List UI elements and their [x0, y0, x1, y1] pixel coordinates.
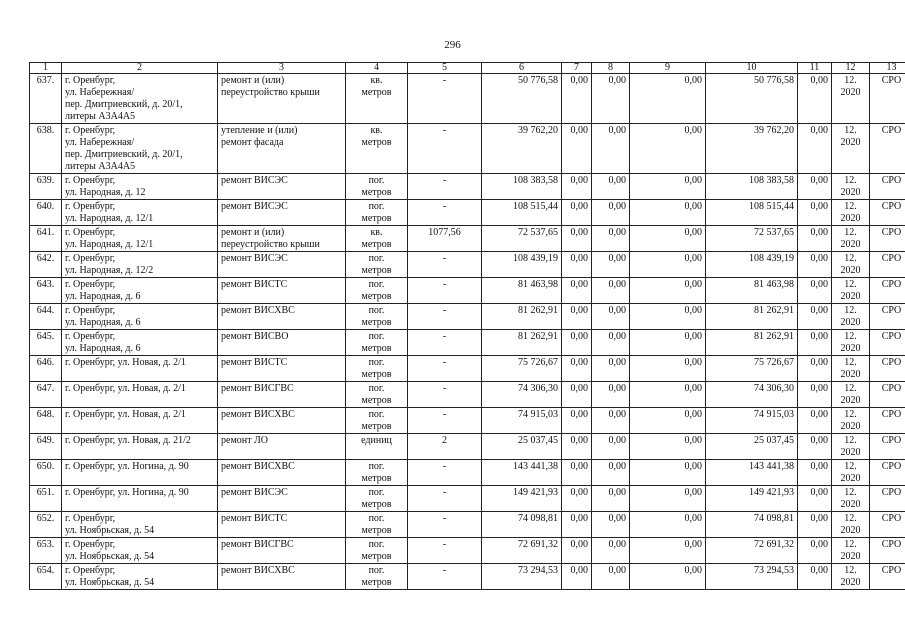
term-cell: 12. 2020	[832, 124, 870, 174]
term-cell: 12. 2020	[832, 74, 870, 124]
cost-col7-cell: 0,00	[562, 408, 592, 434]
quantity-cell: -	[408, 460, 482, 486]
cost-col7-cell: 0,00	[562, 252, 592, 278]
cost-col9-cell: 0,00	[630, 304, 706, 330]
table-row	[30, 382, 905, 408]
column-header-13: 13	[870, 63, 905, 74]
column-header-6: 6	[482, 63, 562, 74]
column-header-9: 9	[630, 63, 706, 74]
cost-col11-cell: 0,00	[798, 434, 832, 460]
cost-col9-cell: 0,00	[630, 486, 706, 512]
row-number-cell: 644.	[30, 304, 62, 330]
cost-col10-cell: 73 294,53	[706, 564, 798, 590]
cost-col11-cell: 0,00	[798, 278, 832, 304]
quantity-cell: 2	[408, 434, 482, 460]
cost-col8-cell: 0,00	[592, 460, 630, 486]
total-cost-cell: 81 262,91	[482, 330, 562, 356]
table-row	[30, 278, 905, 304]
term-cell: 12. 2020	[832, 460, 870, 486]
column-header-11: 11	[798, 63, 832, 74]
funding-source-cell: СРО	[870, 330, 905, 356]
address-cell: г. Оренбург, ул. Ногина, д. 90	[62, 486, 218, 512]
cost-col11-cell: 0,00	[798, 512, 832, 538]
cost-col9-cell: 0,00	[630, 200, 706, 226]
cost-col7-cell: 0,00	[562, 434, 592, 460]
cost-col8-cell: 0,00	[592, 226, 630, 252]
unit-cell: пог. метров	[346, 278, 408, 304]
quantity-cell: -	[408, 252, 482, 278]
unit-cell: пог. метров	[346, 174, 408, 200]
unit-cell: кв. метров	[346, 226, 408, 252]
table-row	[30, 330, 905, 356]
table-row	[30, 252, 905, 278]
cost-col7-cell: 0,00	[562, 330, 592, 356]
work-type-cell: ремонт ЛО	[218, 434, 346, 460]
cost-col11-cell: 0,00	[798, 382, 832, 408]
cost-col9-cell: 0,00	[630, 460, 706, 486]
unit-cell: пог. метров	[346, 330, 408, 356]
work-type-cell: ремонт ВИСВО	[218, 330, 346, 356]
work-type-cell: ремонт ВИСХВС	[218, 460, 346, 486]
cost-col11-cell: 0,00	[798, 200, 832, 226]
quantity-cell: 1077,56	[408, 226, 482, 252]
quantity-cell: -	[408, 564, 482, 590]
cost-col11-cell: 0,00	[798, 330, 832, 356]
row-number-cell: 643.	[30, 278, 62, 304]
funding-source-cell: СРО	[870, 278, 905, 304]
cost-col7-cell: 0,00	[562, 304, 592, 330]
cost-col11-cell: 0,00	[798, 564, 832, 590]
cost-col7-cell: 0,00	[562, 460, 592, 486]
address-cell: г. Оренбург, ул. Новая, д. 2/1	[62, 356, 218, 382]
work-type-cell: ремонт ВИСТС	[218, 278, 346, 304]
cost-col8-cell: 0,00	[592, 174, 630, 200]
column-header-4: 4	[346, 63, 408, 74]
page-number: 296	[444, 39, 461, 51]
cost-col8-cell: 0,00	[592, 278, 630, 304]
row-number-cell: 638.	[30, 124, 62, 174]
cost-col10-cell: 108 439,19	[706, 252, 798, 278]
cost-col10-cell: 143 441,38	[706, 460, 798, 486]
table-row	[30, 200, 905, 226]
address-cell: г. Оренбург, ул. Новая, д. 2/1	[62, 408, 218, 434]
address-cell: г. Оренбург, ул. Новая, д. 2/1	[62, 382, 218, 408]
total-cost-cell: 74 306,30	[482, 382, 562, 408]
total-cost-cell: 73 294,53	[482, 564, 562, 590]
quantity-cell: -	[408, 330, 482, 356]
total-cost-cell: 39 762,20	[482, 124, 562, 174]
address-cell: г. Оренбург, ул. Набережная/ пер. Дмитриевский, д. 20/1, литеры А3А4А5	[62, 124, 218, 174]
quantity-cell: -	[408, 356, 482, 382]
cost-col8-cell: 0,00	[592, 408, 630, 434]
unit-cell: пог. метров	[346, 408, 408, 434]
work-type-cell: ремонт ВИСЭС	[218, 252, 346, 278]
cost-col9-cell: 0,00	[630, 174, 706, 200]
term-cell: 12. 2020	[832, 200, 870, 226]
row-number-cell: 637.	[30, 74, 62, 124]
cost-col10-cell: 74 306,30	[706, 382, 798, 408]
work-type-cell: ремонт ВИСЭС	[218, 486, 346, 512]
table-row	[30, 512, 905, 538]
column-header-3: 3	[218, 63, 346, 74]
cost-col7-cell: 0,00	[562, 200, 592, 226]
cost-col7-cell: 0,00	[562, 512, 592, 538]
cost-col9-cell: 0,00	[630, 538, 706, 564]
address-cell: г. Оренбург, ул. Народная, д. 12/1	[62, 226, 218, 252]
cost-col10-cell: 149 421,93	[706, 486, 798, 512]
address-cell: г. Оренбург, ул. Ноябрьская, д. 54	[62, 512, 218, 538]
unit-cell: пог. метров	[346, 564, 408, 590]
funding-source-cell: СРО	[870, 356, 905, 382]
term-cell: 12. 2020	[832, 226, 870, 252]
cost-col10-cell: 72 691,32	[706, 538, 798, 564]
total-cost-cell: 74 098,81	[482, 512, 562, 538]
table-row	[30, 74, 905, 124]
cost-col8-cell: 0,00	[592, 304, 630, 330]
funding-source-cell: СРО	[870, 486, 905, 512]
cost-col11-cell: 0,00	[798, 460, 832, 486]
cost-col9-cell: 0,00	[630, 434, 706, 460]
cost-col10-cell: 75 726,67	[706, 356, 798, 382]
unit-cell: пог. метров	[346, 382, 408, 408]
row-number-cell: 645.	[30, 330, 62, 356]
cost-col8-cell: 0,00	[592, 538, 630, 564]
unit-cell: пог. метров	[346, 356, 408, 382]
cost-col8-cell: 0,00	[592, 486, 630, 512]
table-row	[30, 434, 905, 460]
cost-col10-cell: 81 262,91	[706, 330, 798, 356]
cost-col11-cell: 0,00	[798, 486, 832, 512]
cost-col7-cell: 0,00	[562, 74, 592, 124]
address-cell: г. Оренбург, ул. Новая, д. 21/2	[62, 434, 218, 460]
work-type-cell: ремонт ВИСЭС	[218, 174, 346, 200]
quantity-cell: -	[408, 278, 482, 304]
table-row	[30, 408, 905, 434]
address-cell: г. Оренбург, ул. Ноябрьская, д. 54	[62, 564, 218, 590]
table-row	[30, 174, 905, 200]
cost-col7-cell: 0,00	[562, 538, 592, 564]
row-number-cell: 640.	[30, 200, 62, 226]
term-cell: 12. 2020	[832, 356, 870, 382]
term-cell: 12. 2020	[832, 486, 870, 512]
cost-col10-cell: 74 915,03	[706, 408, 798, 434]
table-row	[30, 226, 905, 252]
funding-source-cell: СРО	[870, 382, 905, 408]
cost-col11-cell: 0,00	[798, 252, 832, 278]
unit-cell: пог. метров	[346, 512, 408, 538]
cost-col7-cell: 0,00	[562, 124, 592, 174]
table-row	[30, 356, 905, 382]
term-cell: 12. 2020	[832, 330, 870, 356]
funding-source-cell: СРО	[870, 408, 905, 434]
cost-col11-cell: 0,00	[798, 538, 832, 564]
table-row	[30, 304, 905, 330]
total-cost-cell: 108 439,19	[482, 252, 562, 278]
unit-cell: пог. метров	[346, 460, 408, 486]
funding-source-cell: СРО	[870, 564, 905, 590]
cost-col10-cell: 81 262,91	[706, 304, 798, 330]
column-header-12: 12	[832, 63, 870, 74]
term-cell: 12. 2020	[832, 512, 870, 538]
cost-col9-cell: 0,00	[630, 124, 706, 174]
cost-col9-cell: 0,00	[630, 356, 706, 382]
cost-col7-cell: 0,00	[562, 226, 592, 252]
cost-col8-cell: 0,00	[592, 382, 630, 408]
total-cost-cell: 72 691,32	[482, 538, 562, 564]
total-cost-cell: 72 537,65	[482, 226, 562, 252]
total-cost-cell: 50 776,58	[482, 74, 562, 124]
total-cost-cell: 81 463,98	[482, 278, 562, 304]
table-row	[30, 538, 905, 564]
term-cell: 12. 2020	[832, 304, 870, 330]
quantity-cell: -	[408, 512, 482, 538]
cost-col9-cell: 0,00	[630, 564, 706, 590]
work-type-cell: ремонт ВИСХВС	[218, 408, 346, 434]
unit-cell: пог. метров	[346, 304, 408, 330]
cost-col11-cell: 0,00	[798, 408, 832, 434]
funding-source-cell: СРО	[870, 434, 905, 460]
address-cell: г. Оренбург, ул. Народная, д. 6	[62, 304, 218, 330]
cost-col11-cell: 0,00	[798, 304, 832, 330]
term-cell: 12. 2020	[832, 252, 870, 278]
funding-source-cell: СРО	[870, 74, 905, 124]
row-number-cell: 646.	[30, 356, 62, 382]
cost-col8-cell: 0,00	[592, 356, 630, 382]
cost-col10-cell: 108 515,44	[706, 200, 798, 226]
address-cell: г. Оренбург, ул. Народная, д. 12/1	[62, 200, 218, 226]
row-number-cell: 654.	[30, 564, 62, 590]
column-header-8: 8	[592, 63, 630, 74]
unit-cell: пог. метров	[346, 252, 408, 278]
quantity-cell: -	[408, 486, 482, 512]
cost-col8-cell: 0,00	[592, 434, 630, 460]
row-number-cell: 649.	[30, 434, 62, 460]
quantity-cell: -	[408, 304, 482, 330]
work-type-cell: ремонт ВИСГВС	[218, 538, 346, 564]
cost-col7-cell: 0,00	[562, 278, 592, 304]
term-cell: 12. 2020	[832, 278, 870, 304]
total-cost-cell: 74 915,03	[482, 408, 562, 434]
cost-col7-cell: 0,00	[562, 356, 592, 382]
cost-col10-cell: 50 776,58	[706, 74, 798, 124]
column-header-7: 7	[562, 63, 592, 74]
total-cost-cell: 75 726,67	[482, 356, 562, 382]
unit-cell: кв. метров	[346, 74, 408, 124]
quantity-cell: -	[408, 124, 482, 174]
cost-col11-cell: 0,00	[798, 74, 832, 124]
funding-source-cell: СРО	[870, 200, 905, 226]
funding-source-cell: СРО	[870, 538, 905, 564]
table-row	[30, 124, 905, 174]
cost-col8-cell: 0,00	[592, 74, 630, 124]
work-type-cell: ремонт и (или) переустройство крыши	[218, 74, 346, 124]
table-row	[30, 486, 905, 512]
cost-col11-cell: 0,00	[798, 226, 832, 252]
address-cell: г. Оренбург, ул. Народная, д. 6	[62, 330, 218, 356]
cost-col7-cell: 0,00	[562, 486, 592, 512]
cost-col10-cell: 74 098,81	[706, 512, 798, 538]
quantity-cell: -	[408, 408, 482, 434]
unit-cell: единиц	[346, 434, 408, 460]
cost-col8-cell: 0,00	[592, 512, 630, 538]
cost-col11-cell: 0,00	[798, 174, 832, 200]
quantity-cell: -	[408, 174, 482, 200]
table-body	[30, 74, 905, 590]
term-cell: 12. 2020	[832, 408, 870, 434]
cost-col11-cell: 0,00	[798, 124, 832, 174]
unit-cell: пог. метров	[346, 200, 408, 226]
cost-col9-cell: 0,00	[630, 278, 706, 304]
address-cell: г. Оренбург, ул. Народная, д. 12	[62, 174, 218, 200]
work-type-cell: ремонт ВИСХВС	[218, 304, 346, 330]
row-number-cell: 648.	[30, 408, 62, 434]
cost-col8-cell: 0,00	[592, 200, 630, 226]
term-cell: 12. 2020	[832, 564, 870, 590]
term-cell: 12. 2020	[832, 174, 870, 200]
cost-col8-cell: 0,00	[592, 330, 630, 356]
row-number-cell: 651.	[30, 486, 62, 512]
address-cell: г. Оренбург, ул. Народная, д. 12/2	[62, 252, 218, 278]
cost-col10-cell: 25 037,45	[706, 434, 798, 460]
funding-source-cell: СРО	[870, 512, 905, 538]
funding-source-cell: СРО	[870, 460, 905, 486]
column-header-2: 2	[62, 63, 218, 74]
unit-cell: пог. метров	[346, 486, 408, 512]
quantity-cell: -	[408, 200, 482, 226]
cost-col9-cell: 0,00	[630, 252, 706, 278]
total-cost-cell: 108 383,58	[482, 174, 562, 200]
work-type-cell: ремонт ВИСЭС	[218, 200, 346, 226]
term-cell: 12. 2020	[832, 434, 870, 460]
unit-cell: кв. метров	[346, 124, 408, 174]
cost-col9-cell: 0,00	[630, 408, 706, 434]
cost-col8-cell: 0,00	[592, 124, 630, 174]
cost-col11-cell: 0,00	[798, 356, 832, 382]
column-header-1: 1	[30, 63, 62, 74]
register-table	[29, 62, 905, 590]
column-header-10: 10	[706, 63, 798, 74]
row-number-cell: 652.	[30, 512, 62, 538]
cost-col10-cell: 72 537,65	[706, 226, 798, 252]
quantity-cell: -	[408, 74, 482, 124]
address-cell: г. Оренбург, ул. Набережная/ пер. Дмитриевский, д. 20/1, литеры А3А4А5	[62, 74, 218, 124]
row-number-cell: 639.	[30, 174, 62, 200]
cost-col10-cell: 39 762,20	[706, 124, 798, 174]
funding-source-cell: СРО	[870, 226, 905, 252]
cost-col9-cell: 0,00	[630, 382, 706, 408]
work-type-cell: ремонт ВИСТС	[218, 356, 346, 382]
cost-col7-cell: 0,00	[562, 564, 592, 590]
row-number-cell: 647.	[30, 382, 62, 408]
cost-col10-cell: 81 463,98	[706, 278, 798, 304]
row-number-cell: 642.	[30, 252, 62, 278]
cost-col9-cell: 0,00	[630, 226, 706, 252]
term-cell: 12. 2020	[832, 538, 870, 564]
term-cell: 12. 2020	[832, 382, 870, 408]
address-cell: г. Оренбург, ул. Ноябрьская, д. 54	[62, 538, 218, 564]
address-cell: г. Оренбург, ул. Народная, д. 6	[62, 278, 218, 304]
cost-col9-cell: 0,00	[630, 512, 706, 538]
column-header-5: 5	[408, 63, 482, 74]
quantity-cell: -	[408, 382, 482, 408]
work-type-cell: ремонт и (или) переустройство крыши	[218, 226, 346, 252]
row-number-cell: 650.	[30, 460, 62, 486]
row-number-cell: 641.	[30, 226, 62, 252]
column-number-row	[30, 63, 905, 74]
quantity-cell: -	[408, 538, 482, 564]
funding-source-cell: СРО	[870, 252, 905, 278]
total-cost-cell: 108 515,44	[482, 200, 562, 226]
cost-col7-cell: 0,00	[562, 174, 592, 200]
cost-col10-cell: 108 383,58	[706, 174, 798, 200]
work-type-cell: утепление и (или) ремонт фасада	[218, 124, 346, 174]
work-type-cell: ремонт ВИСГВС	[218, 382, 346, 408]
cost-col7-cell: 0,00	[562, 382, 592, 408]
total-cost-cell: 143 441,38	[482, 460, 562, 486]
total-cost-cell: 25 037,45	[482, 434, 562, 460]
address-cell: г. Оренбург, ул. Ногина, д. 90	[62, 460, 218, 486]
work-type-cell: ремонт ВИСХВС	[218, 564, 346, 590]
table-row	[30, 460, 905, 486]
funding-source-cell: СРО	[870, 174, 905, 200]
unit-cell: пог. метров	[346, 538, 408, 564]
work-type-cell: ремонт ВИСТС	[218, 512, 346, 538]
row-number-cell: 653.	[30, 538, 62, 564]
cost-col8-cell: 0,00	[592, 252, 630, 278]
cost-col9-cell: 0,00	[630, 74, 706, 124]
total-cost-cell: 149 421,93	[482, 486, 562, 512]
total-cost-cell: 81 262,91	[482, 304, 562, 330]
cost-col8-cell: 0,00	[592, 564, 630, 590]
cost-col9-cell: 0,00	[630, 330, 706, 356]
funding-source-cell: СРО	[870, 124, 905, 174]
funding-source-cell: СРО	[870, 304, 905, 330]
table-row	[30, 564, 905, 590]
